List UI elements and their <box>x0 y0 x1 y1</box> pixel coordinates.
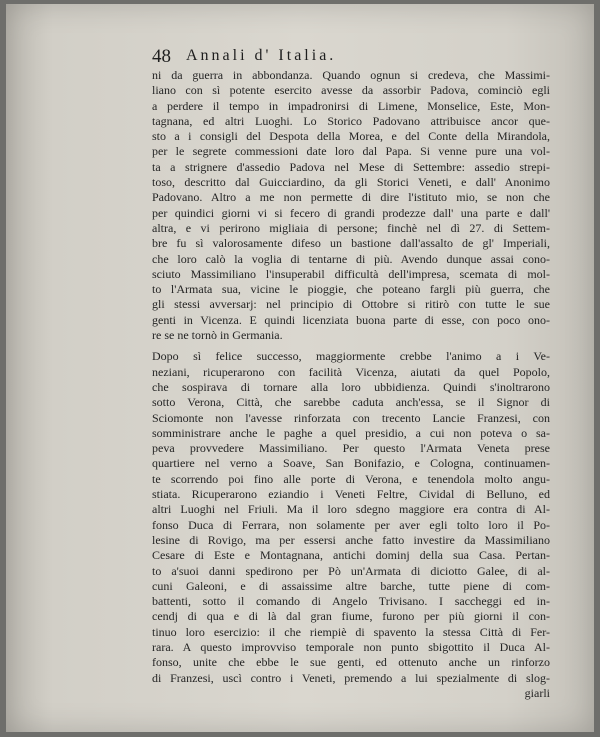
text-line: neziani, ricuperarono con facilità Vicenza, aiutati da quel Popolo, <box>152 364 550 379</box>
text-line: a perdere il tempo in impadronirsi di Limene, Monselice, Este, Mon- <box>152 98 550 113</box>
text-line: cendj di qua e di là dal gran fiume, furono per più giorni il con- <box>152 609 550 624</box>
text-line: cuni Galeoni, e di assaissime altre barche, tutte piene di com- <box>152 578 550 593</box>
page-header <box>152 44 482 68</box>
text-line: fonso, unite che ebbe le sue genti, ed ottenuto anche un rinforzo <box>152 655 550 670</box>
text-line: gli stessi avversarj: nel principio di Ottobre si ritirò con tutte le sue <box>152 297 550 312</box>
text-line: Dopo sì felice successo, maggiormente crebbe l'animo a i Ve- <box>152 349 550 364</box>
text-line: altri Luoghi nel Friuli. Ma il loro sdegno maggiore era contra di Al- <box>152 502 550 517</box>
text-line: sciuto Massimiliano l'insuperabil difficultà dell'impresa, scemata di mol- <box>152 266 550 281</box>
text-line: di Franzesi, uscì contro i Veneti, premendo a lui spezialmente di slog- <box>152 670 550 685</box>
running-title: Annali d' Italia. <box>186 47 337 64</box>
text-line: Cesare di Este e Montagnana, antichi dominj della sua Casa. Pertan- <box>152 548 550 563</box>
text-line: te scorrendo poi fino alle porte di Verona, e tenendola molto angu- <box>152 471 550 486</box>
text-line: re se ne tornò in Germania. <box>152 328 283 343</box>
text-line: stiata. Ricuperarono eziandio i Veneti Feltre, Cividal di Belluno, ed <box>152 487 550 502</box>
text-line: battenti, sotto il comando di Angelo Trivisano. I saccheggi ed in- <box>152 594 550 609</box>
text-line: liano con sì potente esercito avesse da assorbir Padova, cominciò egli <box>152 83 550 98</box>
text-line: Padovano. Altro a me non permette di dire l'istituto mio, se non che <box>152 190 550 205</box>
text-line: altra, e vi perirono migliaia di persone; finchè nel dì 27. di Settem- <box>152 220 550 235</box>
text-line: lesine di Rovigo, ma per essersi anche fatto investire da Massimiliano <box>152 532 550 547</box>
text-line: tinuo loro esercizio: il che riempiè di spavento la stessa Città di Fer- <box>152 624 550 639</box>
text-line: ni da guerra in abbondanza. Quando ognun si credeva, che Massimi- <box>152 68 550 82</box>
text-line: Sciomonte non l'avesse rinforzata con trecento Lancie Franzesi, con <box>152 410 550 425</box>
text-line: quartiere nel verno a Soave, San Bonifazio, e Cologna, continuamen- <box>152 456 550 471</box>
text-line: peva provvedere Massimiliano. Per questo l'Armata Veneta prese <box>152 441 550 456</box>
text-line: per le segrete commessioni date loro dal Papa. Si venne pure una vol- <box>152 144 550 159</box>
text-line: tagnana, ed altri Luoghi. Lo Storico Padovano attribuisce ancor que- <box>152 113 550 128</box>
text-line: toso, descritto dal Guicciardino, da gli Storici Veneti, e dall' Anonimo <box>152 175 550 190</box>
text-line: genti in Vicenza. E quindi licenziata buona parte di esse, con poco ono- <box>152 312 550 327</box>
text-line: sotto Verona, Città, che sarebbe caduta anch'essa, se il Signor di <box>152 395 550 410</box>
text-line: sto a i consigli del Despota della Morea, e del Conte della Mirandola, <box>152 129 550 144</box>
text-line: per quindici giorni vi si fecero di grandi prodezze dall' una parte e dall' <box>152 205 550 220</box>
body-text <box>152 68 550 701</box>
text-line: rara. A questo improvviso temporale non punto sbigottito il Duca Al- <box>152 639 550 654</box>
text-line: somministrare anche le paghe a quel presidio, a cui non poteva o sa- <box>152 425 550 440</box>
text-line: bre fu sì valorosamente difeso un bastione dall'assalto de gl' Imperiali, <box>152 236 550 251</box>
text-line: to a'suoi danni spedirono per Pò un'Armata di diciotto Galee, di al- <box>152 563 550 578</box>
page-number: 48 <box>152 46 171 67</box>
book-page <box>6 4 594 732</box>
text-line: to l'Armata sua, vicine le pioggie, che poteano fargli più guerra, che <box>152 282 550 297</box>
text-line: ta a strignere d'assedio Padova nel Mese di Settembre: assedio strepi- <box>152 159 550 174</box>
text-line: che loro calò la voglia di tentarne di più. Avendo dunque assai cono- <box>152 251 550 266</box>
catchword: giarli <box>524 685 550 700</box>
text-line: che sospirava di tornare alla loro ubbidienza. Quindi s'inoltrarono <box>152 379 550 394</box>
text-line: fonso Duca di Ferrara, non solamente per aver egli tolto loro il Po- <box>152 517 550 532</box>
